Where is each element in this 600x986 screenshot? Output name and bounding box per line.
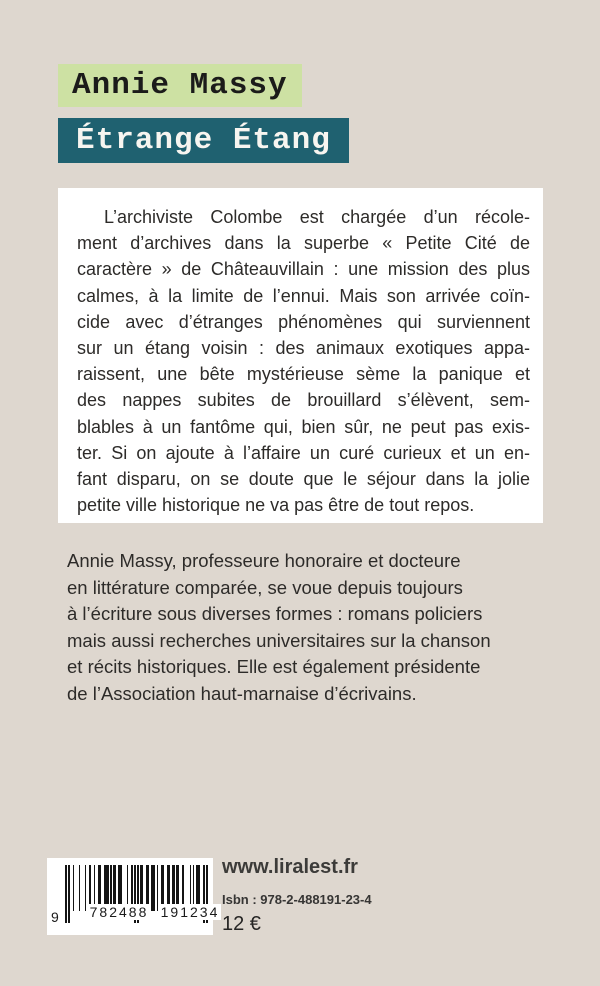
isbn-text: Isbn : 978-2-488191-23-4: [222, 892, 372, 907]
bio-line: et récits historiques. Elle est également présidente: [67, 656, 481, 677]
synopsis-line: fant disparu, on se doute que le séjour dans la jolie: [77, 469, 530, 490]
synopsis-line: raissent, une bête mystérieuse sème la panique et: [77, 364, 530, 385]
barcode-digits-group1: 782488: [89, 904, 149, 920]
bio-line: en littérature comparée, se voue depuis toujours: [67, 576, 463, 598]
synopsis-line: cide avec d’étranges phénomènes qui surviennent: [77, 311, 530, 332]
book-title: Étrange Étang: [76, 123, 331, 158]
barcode-bars: [65, 865, 220, 923]
synopsis-line: ter. Si on ajoute à l’affaire un curé curieux et un en-: [77, 442, 530, 463]
bio-line: de l’Association haut-marnaise d’écrivains.: [67, 682, 417, 704]
synopsis-line: calmes, à la limite de l’ennui. Mais son arrivée coïn-: [77, 285, 530, 306]
bio-line: mais aussi recherches universitaires sur la chanson: [67, 629, 491, 651]
synopsis-line: L’archiviste Colombe est chargée d’un récole-: [104, 207, 530, 227]
synopsis-panel: [58, 188, 543, 523]
author-banner: [58, 64, 302, 107]
synopsis-line: ment d’archives dans la superbe « Petite Cité de: [77, 233, 530, 254]
synopsis-line: blables à un fantôme qui, bien sûr, ne peut pas exis-: [77, 416, 530, 437]
barcode-digit-first: 9: [51, 909, 59, 925]
price-text: 12 €: [222, 913, 261, 935]
author-bio: [67, 548, 547, 707]
synopsis-line: sur un étang voisin : des animaux exotiques appa-: [77, 338, 530, 359]
barcode-digits-group2: 191234: [160, 904, 220, 920]
title-banner: [58, 118, 349, 163]
synopsis-line: caractère » de Châteauvillain : une mission des plus: [77, 259, 530, 280]
synopsis-line: des nappes subites de brouillard s’élèvent, sem-: [77, 390, 530, 411]
synopsis-line: petite ville historique ne va pas être de tout repos.: [77, 495, 475, 516]
bio-line: à l’écriture sous diverses formes : romans policiers: [67, 603, 483, 624]
bio-line: Annie Massy, professeure honoraire et docteure: [67, 550, 461, 571]
barcode-panel: [47, 858, 220, 935]
author-name: Annie Massy: [72, 68, 288, 103]
website-url: www.liralest.fr: [222, 856, 358, 878]
